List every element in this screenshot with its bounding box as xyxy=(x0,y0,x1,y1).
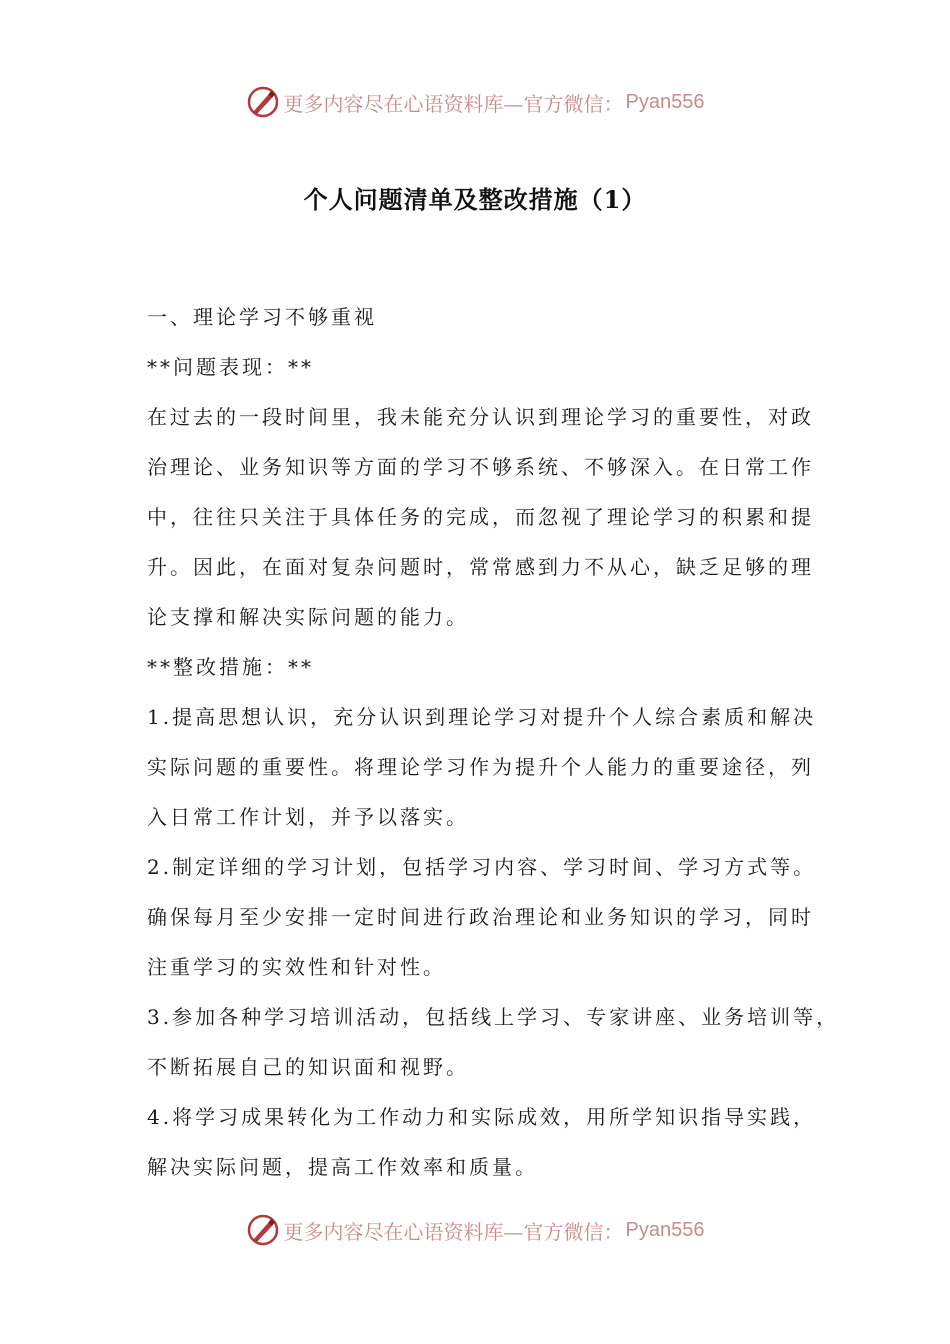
measure-item-line: 入日常工作计划，并予以落实。 xyxy=(147,805,469,829)
measures-label: **整改措施：** xyxy=(147,655,314,679)
document-body xyxy=(147,292,840,1192)
document-title: 个人问题清单及整改措施（1） xyxy=(303,185,647,214)
header-watermark-banner xyxy=(0,82,950,122)
banner-wechat-id: Pyan556 xyxy=(625,1218,705,1241)
measure-item-line: 注重学习的实效性和针对性。 xyxy=(147,955,446,979)
measure-item-line: 2.制定详细的学习计划，包括学习内容、学习时间、学习方式等。 xyxy=(147,855,817,879)
paragraph-line: 升。因此，在面对复杂问题时，常常感到力不从心，缺乏足够的理 xyxy=(147,555,814,579)
pen-logo-icon xyxy=(246,1213,280,1247)
banner-text: 更多内容尽在心语资料库—官方微信： xyxy=(283,91,624,116)
footer-watermark-banner xyxy=(0,1210,950,1250)
section-heading: 一、理论学习不够重视 xyxy=(147,305,377,329)
measure-item-line: 4.将学习成果转化为工作动力和实际成效，用所学知识指导实践， xyxy=(147,1105,817,1129)
problem-label: **问题表现：** xyxy=(147,355,314,379)
paragraph-line: 中，往往只关注于具体任务的完成，而忽视了理论学习的积累和提 xyxy=(147,505,814,529)
paragraph-line: 论支撑和解决实际问题的能力。 xyxy=(147,605,469,629)
pen-logo-icon xyxy=(246,85,280,119)
measure-item-line: 解决实际问题，提高工作效率和质量。 xyxy=(147,1155,538,1179)
paragraph-line: 治理论、业务知识等方面的学习不够系统、不够深入。在日常工作 xyxy=(147,455,814,479)
banner-wechat-id: Pyan556 xyxy=(625,90,705,113)
banner-text: 更多内容尽在心语资料库—官方微信： xyxy=(283,1219,624,1244)
measure-item-line: 确保每月至少安排一定时间进行政治理论和业务知识的学习，同时 xyxy=(147,905,814,929)
measure-item-line: 实际问题的重要性。将理论学习作为提升个人能力的重要途径，列 xyxy=(147,755,814,779)
paragraph-line: 在过去的一段时间里，我未能充分认识到理论学习的重要性，对政 xyxy=(147,405,814,429)
measure-item-line: 不断拓展自己的知识面和视野。 xyxy=(147,1055,469,1079)
measure-item-line: 3.参加各种学习培训活动，包括线上学习、专家讲座、业务培训等， xyxy=(147,1005,840,1029)
measure-item-line: 1.提高思想认识，充分认识到理论学习对提升个人综合素质和解决 xyxy=(147,705,817,729)
